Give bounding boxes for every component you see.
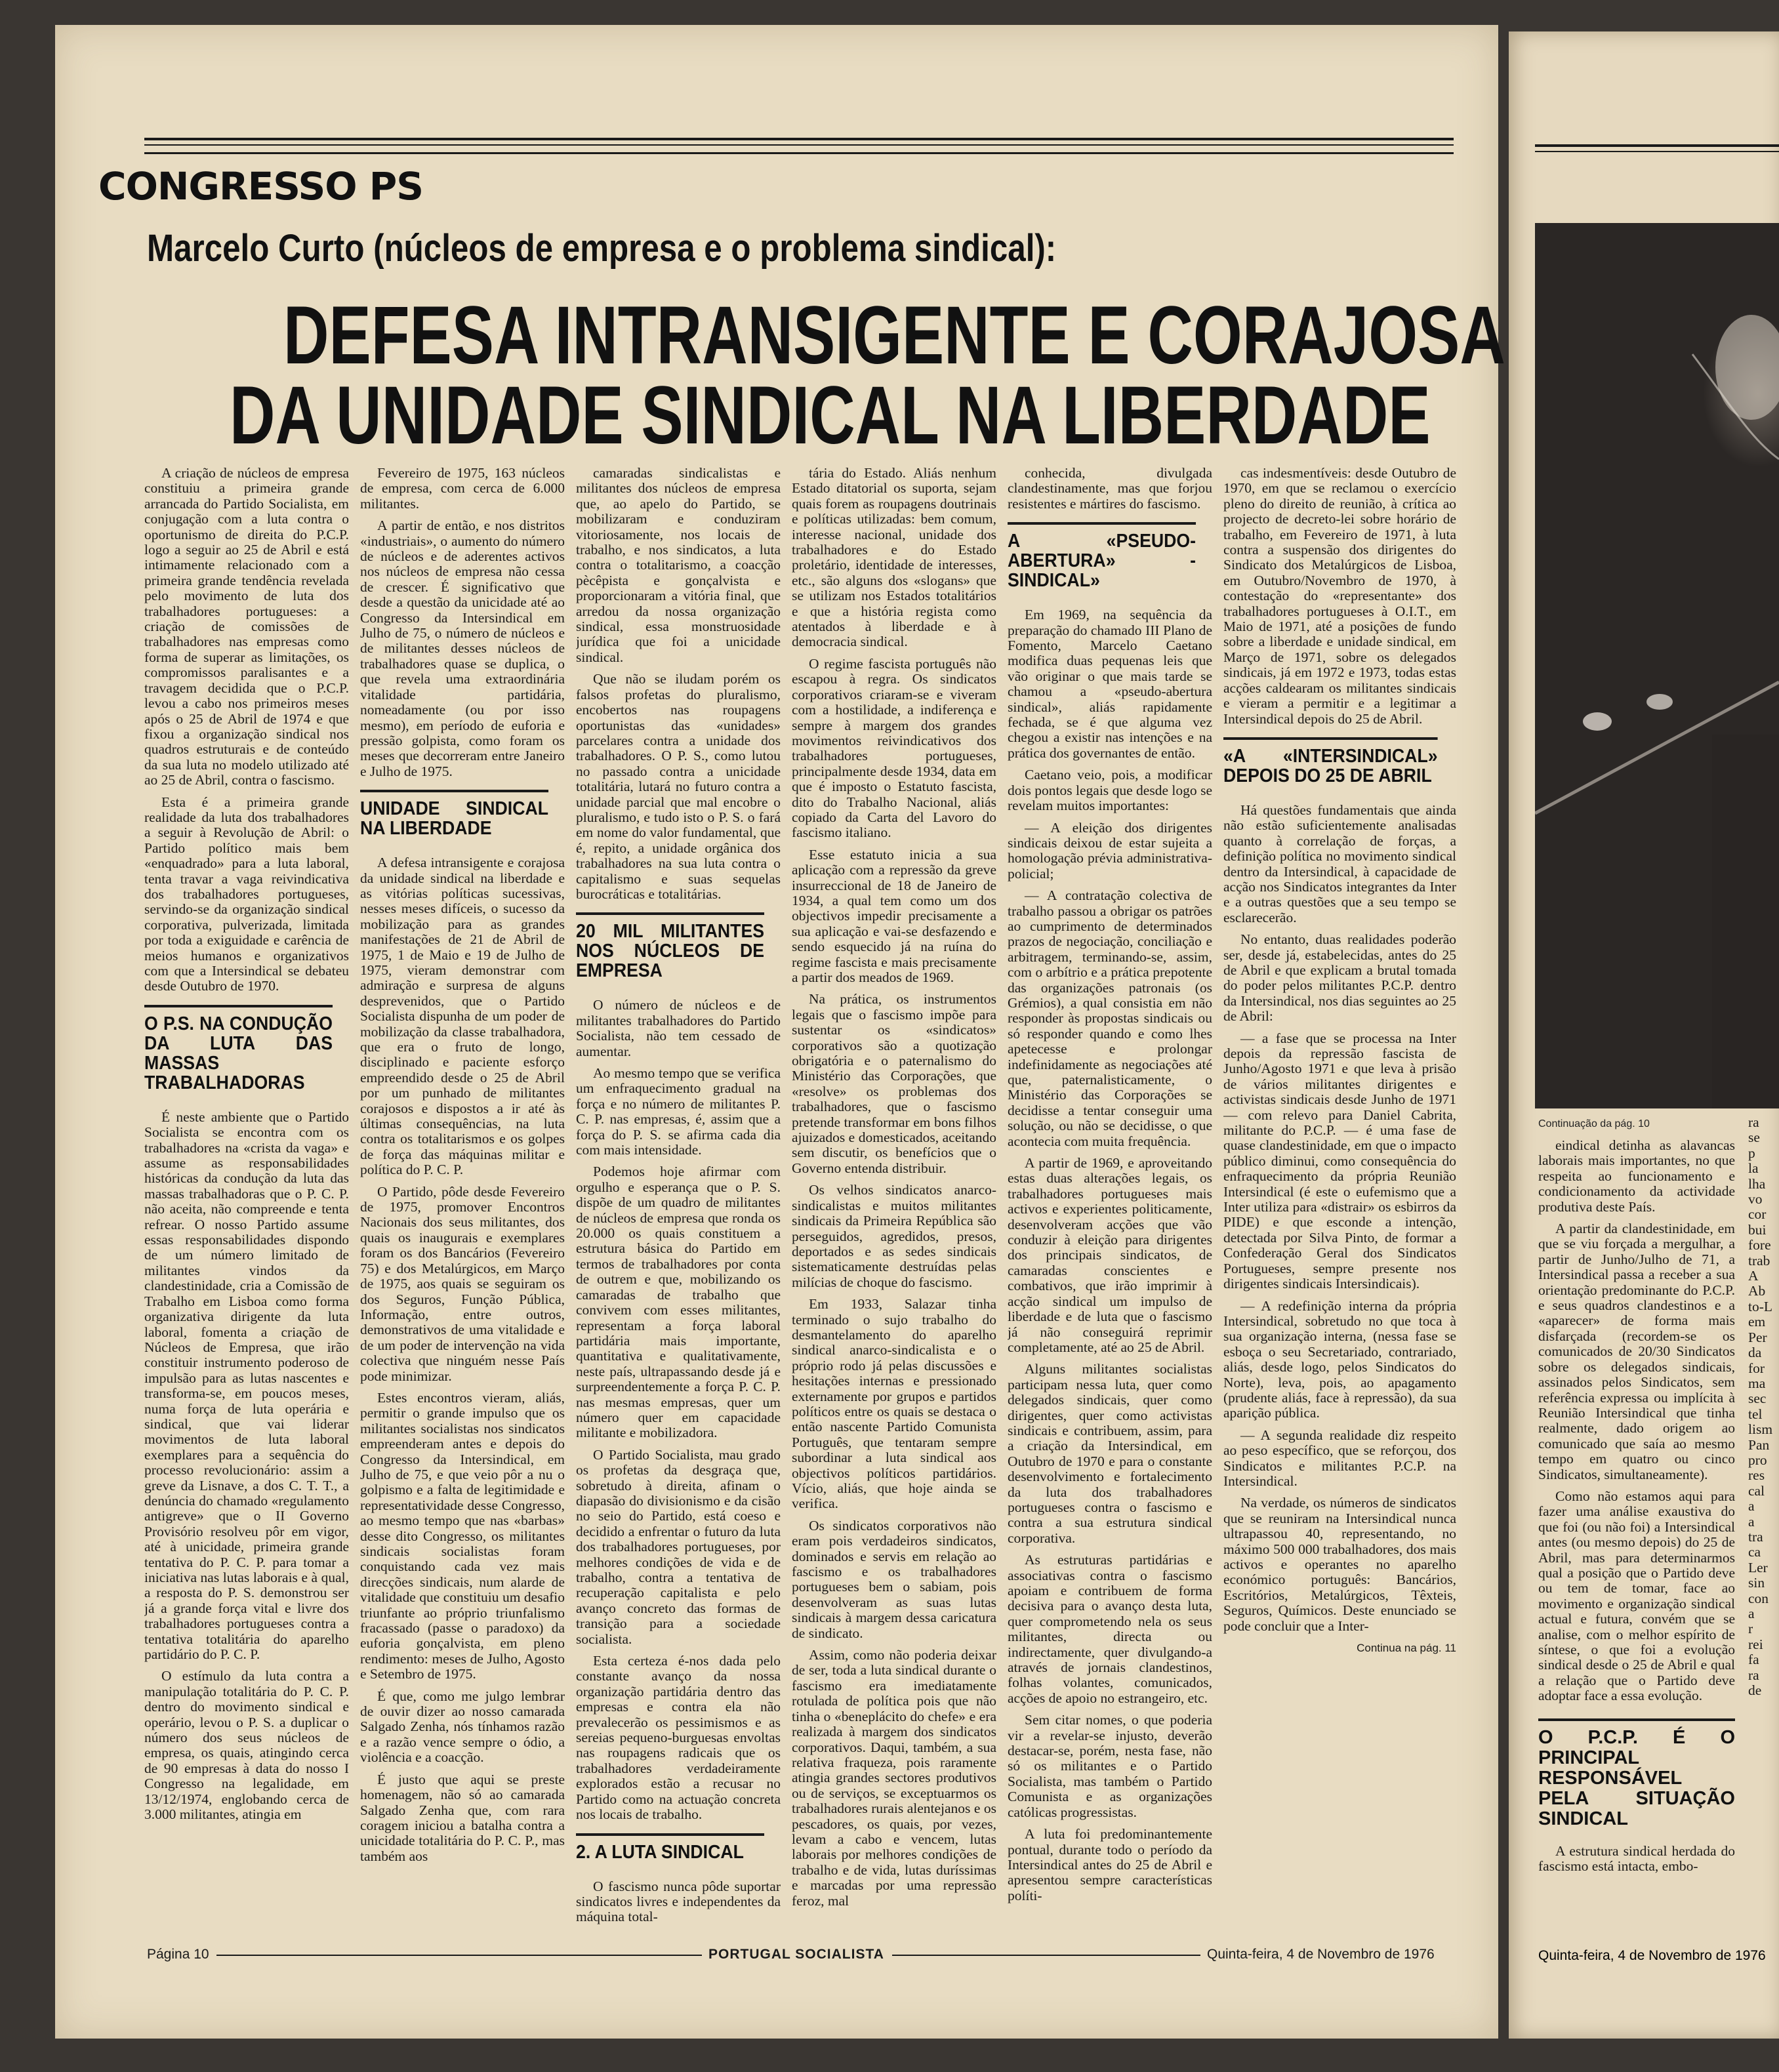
footer-rule [216,1955,702,1956]
paragraph: Os sindicatos corporativos não eram pois verdadeiros sindicatos, dominados e servis em relação ao fascismo e os trabalhadores portugueses bem o sabiam, pois desenvolveram as suas lutas sindicais à margem dessa caricatura de sindicato. [792,1517,996,1641]
right-page-column [1538,1138,1735,1938]
paragraph: Fevereiro de 1975, 163 núcleos de empresa, com cerca de 6.000 militantes. [360,466,565,512]
paragraph: A defesa intransigente e corajosa da unidade sindical na liberdade e as vitórias políticas sucessivas, nesses meses difíceis, o sucesso da mobilização para as grandes manifestações de 21 de Abril de 1975, 1 de Maio e 19 de Julho de 1975, vieram demonstrar com admiração e surpresa de alguns desprevenidos, que o Partido Socialista dispunha de um poder de mobilização da classe trabalhadora, que era o fruto de longo, disciplinado e paciente esforço empreendido desde o 25 de Abril por um punhado de militantes corajosos e dispostos a ir até às últimas consequências, na luta contra os totalitarismos e os golpes de força das máquinas militar e política do P. C. P. [360,855,565,1178]
article-kicker: Marcelo Curto (núcleos de empresa e o problema sindical): [147,227,1057,270]
paragraph: É neste ambiente que o Partido Socialista se encontra com os trabalhadores na «crista da vaga» e assume as responsabilidades históricas da condução da luta das massas trabalhadoras que o P. C. P. não aceita, não compreende e tenta refrear. O nosso Partido assume essas responsabilidades dispondo de um número limitado de militantes vindos da clandestinidade, cria a Comissão de Trabalho em Lisboa como forma organizativa dirigente da luta laboral, fomenta a criação de Núcleos de Empresa, que irão constituir instrumento poderoso de impulsão para as lutas nascentes e transforma-se, em poucos meses, numa força de luta operária e sindical, que vai liderar movimentos de luta laboral exemplares para a sequência do processo revolucionário: assim a greve da Lisnave, a dos C. T. T., a denúncia do chamado «regulamento antigreve» que o II Governo Provisório resolveu pôr em vigor, até à unicidade, primeira grande tentativa do P. C. P. para tomar a iniciativa nas lutas laborais e à qual, a resposta do P. S. demonstrou ser já a grande força vital e livre dos trabalhadores portugueses contra a tentativa totalitária do aparelho partidário do P. C. P. [144,1108,349,1663]
paragraph: conhecida, divulgada clandestinamente, mas que forjou resistentes e mártires do fascismo. [1008,466,1212,512]
page-number: Página 10 [147,1947,209,1962]
headline-line-1: DEFESA INTRANSIGENTE E CORAJOSA [283,290,1505,381]
paragraph: O estímulo da luta contra a manipulação totalitária do P. C. P. dentro do movimento sindical e operário, levou o P. S. a duplicar o número dos seus núcleos de empresa, os quais, atingindo cerca de 90 empresas à data do nosso I Congresso na legalidade, em 13/12/1974, englobando cerca de 3.000 militantes, atingia em [144,1668,349,1823]
headline-line-2: DA UNIDADE SINDICAL NA LIBERDADE [230,370,1431,461]
paragraph: É justo que aqui se preste homenagem, não só ao camarada Salgado Zenha que, com rara coragem iniciou a batalha contra a unicidade totalitária do P. C. P., mas também aos [360,1771,565,1864]
microphone-icon [1535,223,1779,1108]
right-page-column-cropped [1748,1115,1779,1941]
subheading: A «PSEUDO-ABERTURA» -SINDICAL» [1008,522,1196,590]
continuation-note: Continuação da pág. 10 [1538,1118,1650,1129]
paragraph: Os velhos sindicatos anarco-sindicalistas e muitos militantes sindicais da Primeira República são perseguidos, agredidos, presos, deportados e as sedes sindicais sistematicamente destruídas pelas milícias de choque do fascismo. [792,1182,996,1290]
paragraph: Na verdade, os números de sindicatos que se reuniram na Intersindical nunca ultrapassou 40, representando, no máximo 500 000 trabalhadores, dos mais activos e operantes no aparelho económico português: Bancários, Escritórios, Metalúrgicos, Têxteis, Seguros, Químicos. Deste enunciado se pode concluir que a Inter- [1223,1495,1456,1634]
paragraph: — A contratação colectiva de trabalho passou a obrigar os patrões ao cumprimento de determinados prazos de negociação, conciliação e arbitragem, terminando-se, assim, com o arbítrio e a prática prepotente das organizações patronais (os Grémios), a qual consistia em não responder às propostas sindicais ou só responder quando e como lhes apetecesse e prolongar indefinidamente as negociações até que, paternalisticamente, o Ministério das Corporações se decidisse a tentar conseguir uma solução, ou não se decidisse, o que acontecia com muita frequência. [1008,887,1212,1149]
subheading: UNIDADE SINDICAL NA LIBERDADE [360,790,548,838]
article-column-4 [792,466,996,1938]
paragraph: Podemos hoje afirmar com orgulho e esperança que o P. S. dispõe de um quadro de militantes de núcleos de empresa que ronda os 20.000 os quais constituem a estrutura básica do Partido em termos de trabalhadores por conta de outrem e que, mobilizando os camaradas de trabalho que convivem com esses militantes, representam a força laboral partidária mais importante, quantitativa e qualitativamente, neste país, ultrapassando desde já e surpreendentemente a força P. C. P. nas mesmas empresas, quer um número quer em capacidade militante e mobilizadora. [576,1164,781,1441]
publication-date: Quinta-feira, 4 de Novembro de 1976 [1207,1947,1435,1962]
top-rule [144,138,1454,146]
paragraph: Na prática, os instrumentos legais que o fascismo impõe para sustentar os «sindicatos» corporativos são a quotização obrigatória e o paternalismo do Ministério das Corporações, que «resolve» os problemas dos trabalhadores, que o fascismo pretende transformar em bons filhos ajuizados e domesticados, aceitando sem discutir, os benefícios que o Governo entenda distribuir. [792,991,996,1176]
paragraph: A luta foi predominantemente pontual, durante todo o período da Intersindical antes do 25 de Abril e apresentou sempre características políti- [1008,1826,1212,1903]
paragraph: A partir da clandestinidade, em que se viu forçada a mergulhar, a partir de Junho/Julho de 71, a Intersindical passa a receber a sua orientação predominante do P.C.P. e seus quadros clandestinos e a «aparecer» de forma mais disfarçada (recordem-se os comunicados de 20/30 Sindicatos sobre os delegados sindicais, assinados pelos Sindicatos, sem referência expressa ou implícita à Reunião Intersindical que tinha realmente, dado origem ao comunicado que saía ao mesmo tempo em quatro ou cinco Sindicatos, simultaneamente). [1538,1221,1735,1482]
subheading: O P.C.P. É O PRINCIPAL RESPONSÁVEL PELA SITUAÇÃO SINDICAL [1538,1718,1735,1829]
paragraph: A partir de então, e nos distritos «industriais», o aumento do número de núcleos e de aderentes activos nos núcleos de empresa não cessa de crescer. É significativo que desde a questão da unicidade até ao Congresso da Intersindical em Julho de 75, o número de núcleos e de militantes desses núcleos de trabalhadores quase se duplica, o que revela uma extraordinária vitalidade partidária, nomeadamente (ou por isso mesmo), em período de euforia e pressão golpista, como foram os meses que decorreram entre Janeiro e Julho de 1975. [360,518,565,779]
article-column-2 [360,466,565,1938]
paragraph: — A redefinição interna da própria Intersindical, sobretudo no que toca à sua organização interna, (nessa fase se esboça o seu Secretariado, contrariado, aliás, desde logo, pelos Sindicatos do Norte), leva, pois, ao apagamento (prudente aliás, face à repressão), da sua aparição pública. [1223,1297,1456,1421]
paragraph: Sem citar nomes, o que poderia vir a revelar-se injusto, deverão destacar-se, porém, nesta fase, não só os militantes e o Partido Socialista, mas também o Partido Comunista e as organizações católicas progressistas. [1008,1712,1212,1820]
paragraph: — A segunda realidade diz respeito ao peso específico, que se reforçou, dos Sindicatos e militantes P.C.P. na Intersindical. [1223,1427,1456,1489]
speaker-at-microphone-photo [1535,223,1779,1108]
right-page-date: Quinta-feira, 4 de Novembro de 1976 [1538,1948,1766,1963]
article-column-5 [1008,466,1212,1938]
paragraph: Alguns militantes socialistas participam nessa luta, quer como delegados sindicais, quer como dirigentes, quer como activistas sindicais e contribuem, assim, para a criação da Intersindical, em Outubro de 1970 e para o constante desenvolvimento e fortalecimento da luta dos trabalhadores portugueses contra o fascismo e contra a sua estrutura sindical corporativa. [1008,1361,1212,1546]
subheading: «A «INTERSINDICAL» DEPOIS DO 25 DE ABRIL [1223,737,1438,786]
paragraph: A estrutura sindical herdada do fascismo está intacta, embo- [1538,1842,1735,1875]
article-column-6 [1223,466,1456,1938]
paragraph: cas indesmentíveis: desde Outubro de 1970, em que se reclamou o exercício pleno do direito de reunião, à crítica ao projecto de decreto-lei sobre horário de trabalho, em Fevereiro de 1971, à luta contra a suspensão dos dirigentes do Sindicato dos Metalúrgicos de Lisboa, em Outubro/Novembro de 1970, à contestação do «representante» dos trabalhadores portugueses à O.I.T., em Maio de 1971, até a posições de fundo sobre a liberdade e unidade sindical, em Março de 1971, sobre os delegados sindicais, já em 1972 e 1973, todas estas acções caldearam os militantes sindicais e vieram a permitir e a legitimar a Intersindical depois do 25 de Abril. [1223,466,1456,727]
paragraph: tária do Estado. Aliás nenhum Estado ditatorial os suporta, sejam quais forem as roupagens doutrinais e políticas utilizadas: bem comum, interesse nacional, unidade dos trabalhadores e do Estado proletário, identidade de interesses, etc., são alguns dos «slogans» que se utilizam nos Estados totalitários e que a história regista como atentados à liberdade e à democracia sindical. [792,466,996,650]
paragraph: eindical detinha as alavancas laborais mais importantes, no que respeita ao funcionamento e condicionamento da actividade produtiva deste País. [1538,1138,1735,1215]
article-column-3 [576,466,781,1938]
publication-name: PORTUGAL SOCIALISTA [708,1947,884,1962]
paragraph: A partir de 1969, e aproveitando estas duas alterações legais, os trabalhadores portugueses mais activos e experientes politicamente, desenvolveram acções que vão conduzir à eleição para dirigentes dos principais sindicatos, de camaradas conscientes e combativos, que irão imprimir à acção sindical um impulso de liberdade e de luta que o fascismo já não conseguirá reprimir completamente, até ao 25 de Abril. [1008,1155,1212,1355]
paragraph: As estruturas partidárias e associativas contra o fascismo apoiam e contribuem de forma decisiva para o avanço desta luta, quer comprometendo nela os seus militantes, directa ou indirectamente, quer divulgando-a através de jornais clandestinos, folhas volantes, comunicados, acções de apoio no estrangeiro, etc. [1008,1552,1212,1706]
continued-note: Continua na pág. 11 [1357,1642,1456,1655]
footer-rule [892,1955,1200,1956]
article-column-1 [144,466,349,1938]
paragraph: ra se p la lha vo cor bui fore trab A Ab to-L em Per da for ma sec tel lism Pan pro res cal a a tra ca Ler sin con a r rei fa ra de [1748,1115,1773,1699]
paragraph: É que, como me julgo lembrar de ouvir dizer ao nosso camarada Salgado Zenha, nós tínhamos razão e a razão vence sempre o ódio, a violência e a coacção. [360,1688,565,1766]
paragraph: Que não se iludam porém os falsos profetas do pluralismo, encobertos nas roupagens oportunistas das «unidades» parcelares contra a unidade dos trabalhadores. O P. S., como lutou no passado contra a unicidade totalitária, lutará no futuro contra a unidade parcial que mal encobre o pluralismo, e tudo isto o P. S. o fará em nome do valor fundamental, que é, repito, a unidade orgânica dos trabalhadores na sua luta contra o capitalismo e suas sequelas burocráticas e totalitárias. [576,671,781,902]
paragraph: O Partido, pôde desde Fevereiro de 1975, promover Encontros Nacionais dos seus militantes, dos quais os inaugurais e exemplares foram os dos Bancários (Fevereiro 75) e dos Metalúrgicos, em Março de 1975, aos quais se seguiram os dos Seguros, Função Pública, Informação, entre outros, demonstrativos de uma vitalidade e de um poder de intervenção na vida colectiva que ninguém nesse País pode minimizar. [360,1183,565,1384]
paragraph: Esse estatuto inicia a sua aplicação com a repressão da greve insurreccional de 18 de Janeiro de 1934, a qual tem como um dos objectivos impedir precisamente a sua aplicação e vai-se desfazendo e sendo esquecido já na ruína do regime fascista e mais precisamente a partir dos meados de 1969. [792,846,996,985]
paragraph: Ao mesmo tempo que se verifica um enfraquecimento gradual na força e no número de militantes P. C. P. nas empresas, é, assim que a força do P. S. se afirma cada dia com mais intensidade. [576,1065,781,1158]
right-top-rule [1535,144,1779,152]
paragraph: Esta certeza é-nos dada pelo constante avanço da nossa organização partidária dentro das empresas e contra ela não prevalecerão os pessimismos e as sereias pequeno-burguesas envoltas nas roupagens radicais que os trabalhadores verdadeiramente explorados estão a recusar no Partido como na actuação concreta nos locais de trabalho. [576,1653,781,1823]
subheading: O P.S. NA CONDUÇÃO DA LUTA DAS MASSAS TRABALHADORAS [144,1005,333,1093]
paragraph: Assim, como não poderia deixar de ser, toda a luta sindical durante o fascismo era imediatamente rotulada de política pois que não tinha o «beneplácito do chefe» e era realizada à margem dos sindicatos corporativos. Daqui, também, a sua relativa fraqueza, pois raramente atingia grandes sectores produtivos ou de serviços, se exceptuarmos os trabalhadores rurais alentejanos e os pescadores, os quais, por vezes, levam a cabo e vencem, lutas laborais por melhores condições de trabalho e de vida, lutas duríssimas e marcadas por uma repressão feroz, mal [792,1647,996,1909]
subheading: 2. A LUTA SINDICAL [576,1833,764,1862]
paragraph: Como não estamos aqui para fazer uma análise exaustiva do que foi (ou não foi) a Intersindical antes (ou mesmo depois) do 25 de Abril, mas para determinarmos qual a posição que o Partido deve ou tem de tomar, face ao movimento e organização sindical actual e futura, convém que se analise, com o melhor espírito de síntese, o que foi a evolução sindical desde o 25 de Abril e qual a relação que o Partido deve adoptar face a essa evolução. [1538,1488,1735,1704]
paragraph: camaradas sindicalistas e militantes dos núcleos de empresa que, ao apelo do Partido, se mobilizaram e conduziram vitoriosamente, nos locais de trabalho, e nos sindicatos, a luta contra o totalitarismo, a coacção pècêpista e gonçalvista e proporcionaram a vitória final, que arredou da nossa organização sindical, essa monstruosidade jurídica que foi a unicidade sindical. [576,466,781,665]
paragraph: Há questões fundamentais que ainda não estão suficientemente analisadas quanto à correlação de forças, a definição política no movimento sindical dentro da Intersindical, à capacidade de acção nos Sindicatos integrantes da Inter e a outras questões que a seu tempo se esclarecerão. [1223,802,1456,925]
paragraph: O regime fascista português não escapou à regra. Os sindicatos corporativos criaram-se e viveram com a hostilidade, a indiferença e sempre à margem dos grandes movimentos reivindicativos dos trabalhadores portugueses, principalmente desde 1934, data em que é imposto o Estatuto fascista, dito do Trabalho Nacional, aliás copiado da Carta del Lavoro do fascismo italiano. [792,655,996,841]
paragraph: No entanto, duas realidades poderão ser, desde já, estabelecidas, antes do 25 de Abril e que explicam a brutal tomada do poder pelos militantes P.C.P. dentro da Intersindical, nos dias seguintes ao 25 de Abril: [1223,931,1456,1025]
paragraph: Em 1969, na sequência da preparação do chamado III Plano de Fomento, Marcelo Caetano modifica duas pequenas leis que vão originar o que mais tarde se chamou a «pseudo-abertura sindical», aliás rapidamente fechada, se é que alguma vez chegou a existir nas intenções e na prática dos governantes de então. [1008,607,1212,761]
paragraph: Caetano veio, pois, a modificar dois pontos legais que desde logo se revelam muitos importantes: [1008,767,1212,814]
paragraph: O número de núcleos e de militantes trabalhadores do Partido Socialista, não tem cessado de aumentar. [576,997,781,1059]
paragraph: A criação de núcleos de empresa constituiu a primeira grande arrancada do Partido Socialista, em conjugação com a luta contra o oportunismo de direita do P.C.P. logo a seguir ao 25 de Abril e está intimamente relacionado com a primeira grande tendência revelada pelo movimento de luta dos trabalhadores portugueses: a criação de comissões de trabalhadores nas empresas como forma de superar as limitações, os compromissos paralisantes e a travagem decidida que o P.C.P. levou a cabo nos primeiros meses após o 25 de Abril de 1974 e que fixou a organização sindical nos quadros estruturais e de conteúdo da sua luta no modelo utilizado até ao 25 de Abril, contra o fascismo. [144,466,349,788]
header-rule [144,152,1454,154]
subheading: 20 MIL MILITANTES NOS NÚCLEOS DE EMPRESA [576,912,764,981]
paragraph: Estes encontros vieram, aliás, permitir o grande impulso que os militantes socialistas nos sindicatos empreenderam antes e depois do Congresso da Intersindical, em Julho de 75, e que veio pôr a nu o golpismo e a falta de legitimidade e representatividade desse Congresso, ao mesmo tempo que nas «barbas» desse dito Congresso, os militantes sindicais socialistas foram conquistando cada vez mais direcções sindicais, num alarde de vitalidade que constituiu um desafio triunfante ao próprio triunfalismo fracassado (passe o paradoxo) da euforia gonçalvista, em pleno rendimento: meses de Julho, Agosto e Setembro de 1975. [360,1389,565,1682]
paragraph: O Partido Socialista, mau grado os profetas da desgraça que, sobretudo à direita, afinam o diapasão do divisionismo e da cisão no seio do Partido, está coeso e decidido a enfrentar o futuro da luta dos trabalhadores portugueses, por melhores condições de vida e de trabalho, contra a tentativa de recuperação capitalista e pelo avanço concreto das formas de transição para a sociedade socialista. [576,1446,781,1647]
paragraph: — a fase que se processa na Inter depois da repressão fascista de Junho/Agosto 1971 e que leva à prisão de vários militantes dirigentes e activistas sindicais desde Junho de 1971 — com relevo para Daniel Cabrita, militante do P.C.P. — é uma fase de quase clandestinidade, em que o impacto público diminui, como consequência do enfraquecimento da própria Reunião Intersindical (é este o eufemismo que a Inter utiliza para «distrair» os esbirros da PIDE) e que esconde a intenção, detectada por Silva Pinto, de formar a Confederação Geral dos Sindicatos Portugueses, sempre presente nos dirigentes sindicais Intersindicais). [1223,1030,1456,1292]
paragraph: — A eleição dos dirigentes sindicais deixou de estar sujeita a homologação prévia administrativa-policial; [1008,819,1212,882]
paragraph: Esta é a primeira grande realidade da luta dos trabalhadores a seguir à Revolução de Abril: o Partido político mais bem «enquadrado» para a luta laboral, tenta travar a vaga reivindicativa dos trabalhadores portugueses, servindo-se da organização sindical corporativa, pulverizada, limitada por toda a exiguidade e carência de meios humanos e organizativos com que a Intersindical se debateu desde Outubro de 1970. [144,794,349,994]
paragraph: O fascismo nunca pôde suportar sindicatos livres e independentes da máquina total- [576,1878,781,1925]
paragraph: Em 1933, Salazar tinha terminado o sujo trabalho do desmantelamento do aparelho sindical anarco-sindicalista e o próprio rodo já pelas discussões e hesitações internas e pressionado externamente por grupos e partidos políticos entre os quais se destaca o então nascente Partido Comunista Português, que tentaram sempre subordinar a luta sindical aos objectivos políticos partidários. Vício, aliás, que hoje ainda se verifica. [792,1296,996,1512]
section-label: CONGRESSO PS [98,164,424,209]
